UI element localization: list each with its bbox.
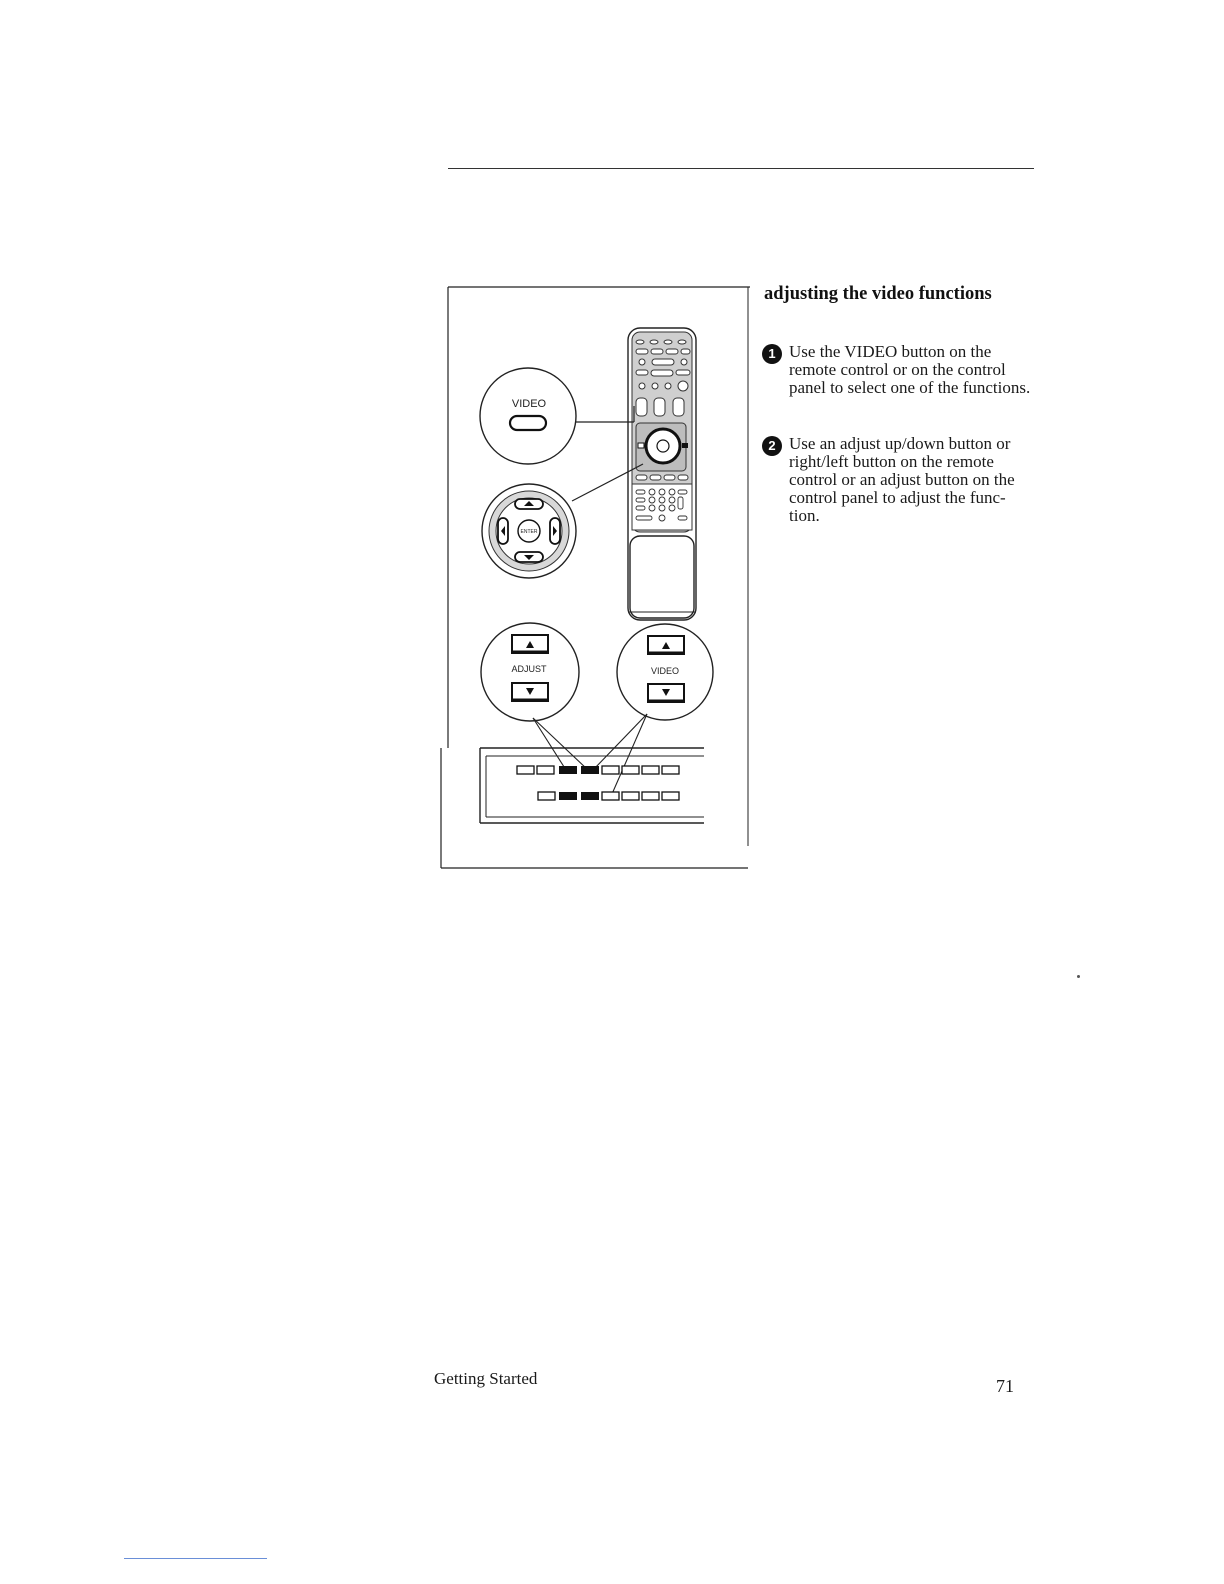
- panel-video-label: VIDEO: [650, 666, 680, 676]
- panel-video-buttons-callout: [617, 624, 713, 720]
- footer-section-name: Getting Started: [434, 1369, 538, 1388]
- section-title: adjusting the video functions: [764, 284, 992, 304]
- step-1-text: Use the VIDEO button on the remote control or on the control panel to select one of the functions.: [789, 342, 1031, 397]
- tv-control-panel: [480, 748, 704, 823]
- step-number-2: 2: [762, 436, 782, 456]
- enter-label: ENTER: [520, 529, 538, 535]
- page-number: 71: [996, 1376, 1014, 1396]
- remote-control: [628, 328, 696, 620]
- step-2-text: Use an adjust up/down button or right/left button on the remote control or an adjust button on the control panel to adjust the func- tion.: [789, 434, 1015, 525]
- remote-control-illustration: [440, 286, 750, 870]
- dpad-callout: [482, 484, 576, 578]
- video-button-callout: [480, 368, 576, 464]
- adjust-label: ADJUST: [511, 664, 547, 674]
- step-number-1: 1: [762, 344, 782, 364]
- header-rule: [448, 168, 1034, 169]
- scan-speck: [1077, 975, 1080, 978]
- adjust-buttons-callout: [481, 623, 579, 721]
- video-callout-label: VIDEO: [511, 398, 547, 410]
- bottom-divider: [124, 1558, 267, 1559]
